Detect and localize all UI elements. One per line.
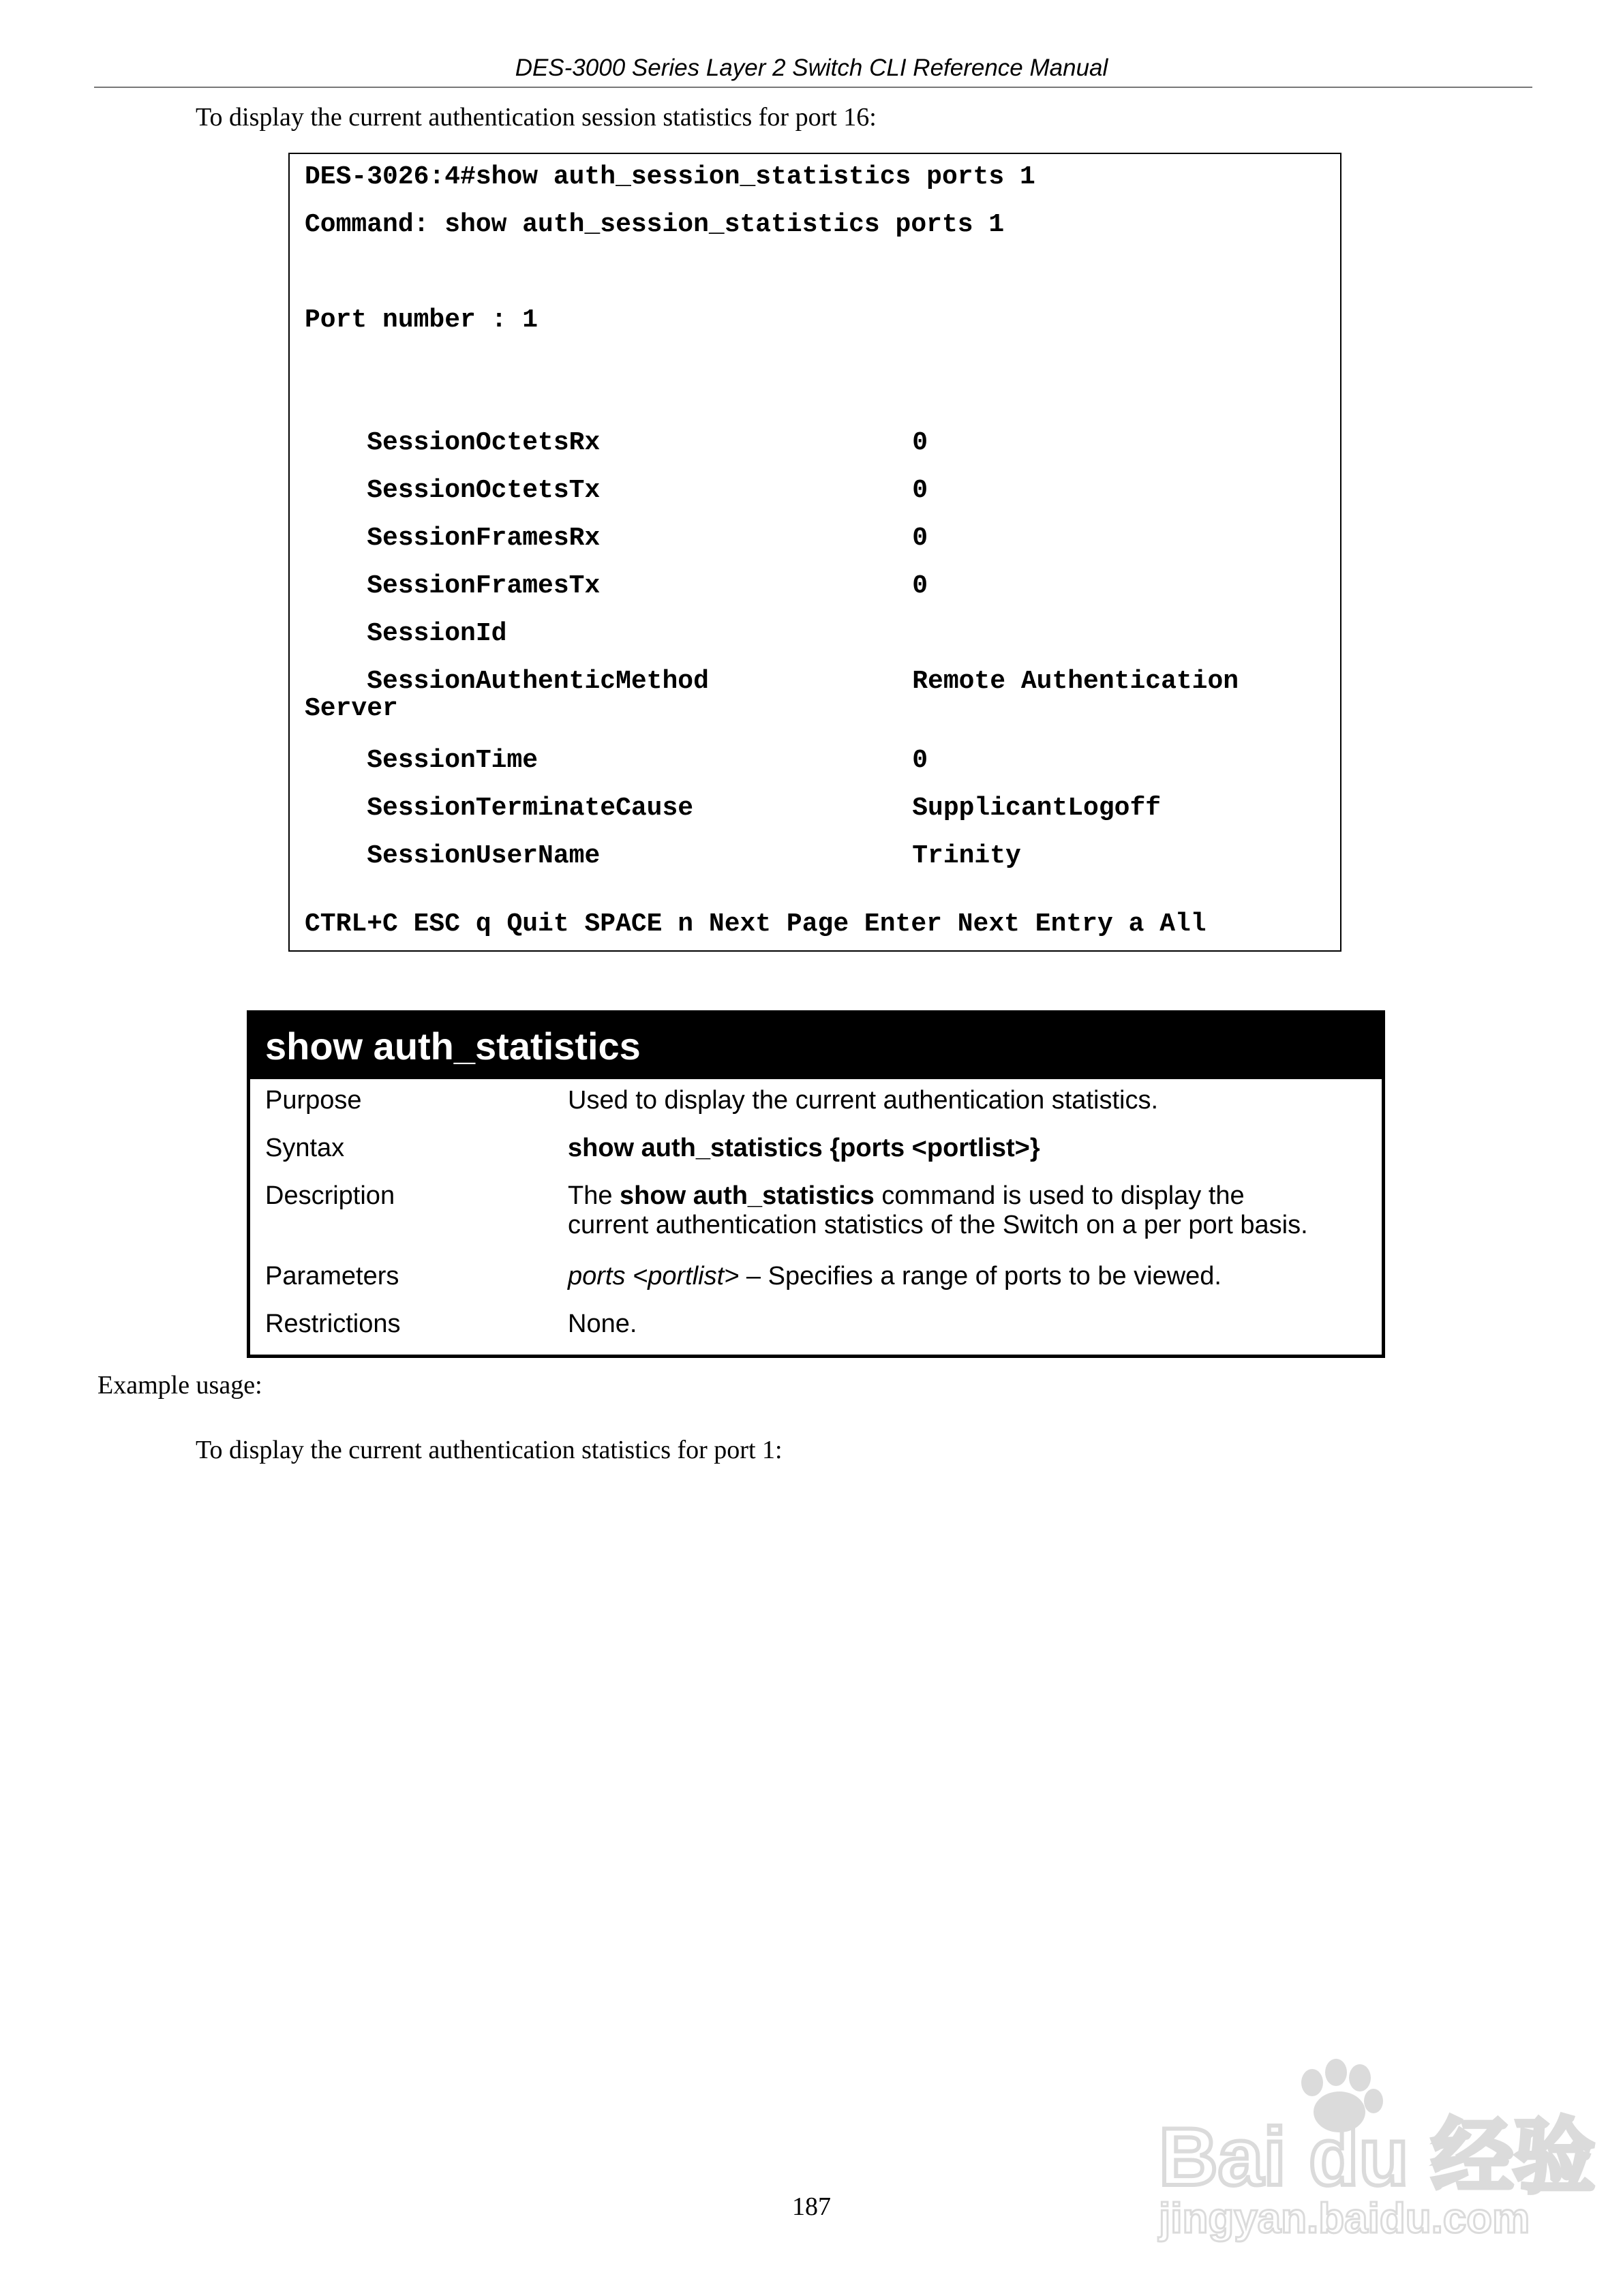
command-table <box>247 1010 1385 1358</box>
cli-row-key: SessionUserName <box>367 841 601 871</box>
example-intro-text: To display the current authentication statistics for port 1: <box>196 1436 783 1464</box>
cli-blank-line <box>305 863 1340 911</box>
cli-row-value: 0 <box>912 428 928 457</box>
parameters-name: ports <portlist> <box>568 1262 740 1290</box>
syntax-text: show auth_statistics {ports <portlist>} <box>568 1134 1040 1162</box>
command-table-title: show auth_statistics <box>250 1014 1382 1079</box>
cli-row-value: 0 <box>912 524 928 553</box>
cli-prompt-line: DES-3026:4#show auth_session_statistics ports 1 <box>305 162 1035 192</box>
cli-row <box>305 402 1340 457</box>
cli-row <box>305 450 1340 505</box>
parameters-text <box>568 1262 1382 1310</box>
command-row-restrictions <box>250 1310 1382 1350</box>
cli-row-key: SessionFramesRx <box>367 524 601 553</box>
cli-row-value: 0 <box>912 571 928 601</box>
page-header-title: DES-3000 Series Layer 2 Switch CLI Reference Manual <box>515 55 1108 81</box>
page-number: 187 <box>792 2192 831 2221</box>
description-line2: current authentication statistics of the Switch on a per port basis. <box>568 1211 1308 1239</box>
description-pre: The <box>568 1181 620 1210</box>
baidu-watermark-logo <box>1152 2059 1596 2243</box>
description-text <box>568 1181 1382 1262</box>
command-row-syntax <box>250 1134 1382 1181</box>
syntax-label: Syntax <box>265 1134 345 1162</box>
watermark-brand-text: Bai du 经验 <box>1159 2111 1596 2203</box>
cli-port-line: Port number : 1 <box>305 305 539 335</box>
description-post: command is used to display the <box>874 1181 1245 1210</box>
cli-row <box>305 545 1340 601</box>
cli-command-line: Command: show auth_session_statistics ports 1 <box>305 210 1005 239</box>
cli-row-key: SessionAuthenticMethod <box>367 667 709 696</box>
parameters-label: Parameters <box>265 1262 399 1290</box>
intro-text: To display the current authentication session statistics for port 16: <box>196 103 877 132</box>
cli-row <box>305 593 1340 648</box>
cli-row <box>305 641 1340 723</box>
example-usage-label: Example usage: <box>97 1371 262 1400</box>
cli-row-key: SessionId <box>367 619 507 648</box>
cli-row-value: 0 <box>912 746 928 775</box>
cli-row-value-wrap: Server <box>305 694 398 723</box>
purpose-text: Used to display the current authentication statistics. <box>568 1086 1159 1115</box>
cli-row-value: 0 <box>912 476 928 505</box>
purpose-label: Purpose <box>265 1086 362 1115</box>
cli-row-value: Remote Authentication <box>912 667 1239 696</box>
cli-row <box>305 720 1340 775</box>
parameters-description: – Specifies a range of ports to be viewed. <box>739 1262 1222 1290</box>
cli-blank-line <box>305 354 1340 402</box>
cli-footer-line: CTRL+C ESC q Quit SPACE n Next Page Enter Next Entry a All <box>305 909 1207 939</box>
command-row-description <box>250 1181 1382 1262</box>
cli-row-value: Trinity <box>912 841 1021 871</box>
command-row-parameters <box>250 1262 1382 1310</box>
description-command: show auth_statistics <box>620 1181 875 1210</box>
cli-row-key: SessionTerminateCause <box>367 794 694 823</box>
cli-row-value: SupplicantLogoff <box>912 794 1162 823</box>
cli-row-key: SessionOctetsRx <box>367 428 601 457</box>
watermark-url-text: jingyan.baidu.com <box>1159 2195 1530 2242</box>
cli-output-box <box>288 153 1341 952</box>
restrictions-label: Restrictions <box>265 1310 401 1338</box>
restrictions-text: None. <box>568 1310 637 1338</box>
cli-row <box>305 768 1340 823</box>
cli-row-key: SessionTime <box>367 746 539 775</box>
cli-row <box>305 815 1340 871</box>
cli-row-key: SessionOctetsTx <box>367 476 601 505</box>
cli-blank-line <box>305 259 1340 307</box>
cli-row-key: SessionFramesTx <box>367 571 601 601</box>
header-divider <box>94 87 1532 88</box>
command-row-purpose <box>250 1079 1382 1134</box>
cli-row <box>305 498 1340 553</box>
description-label: Description <box>265 1181 395 1210</box>
